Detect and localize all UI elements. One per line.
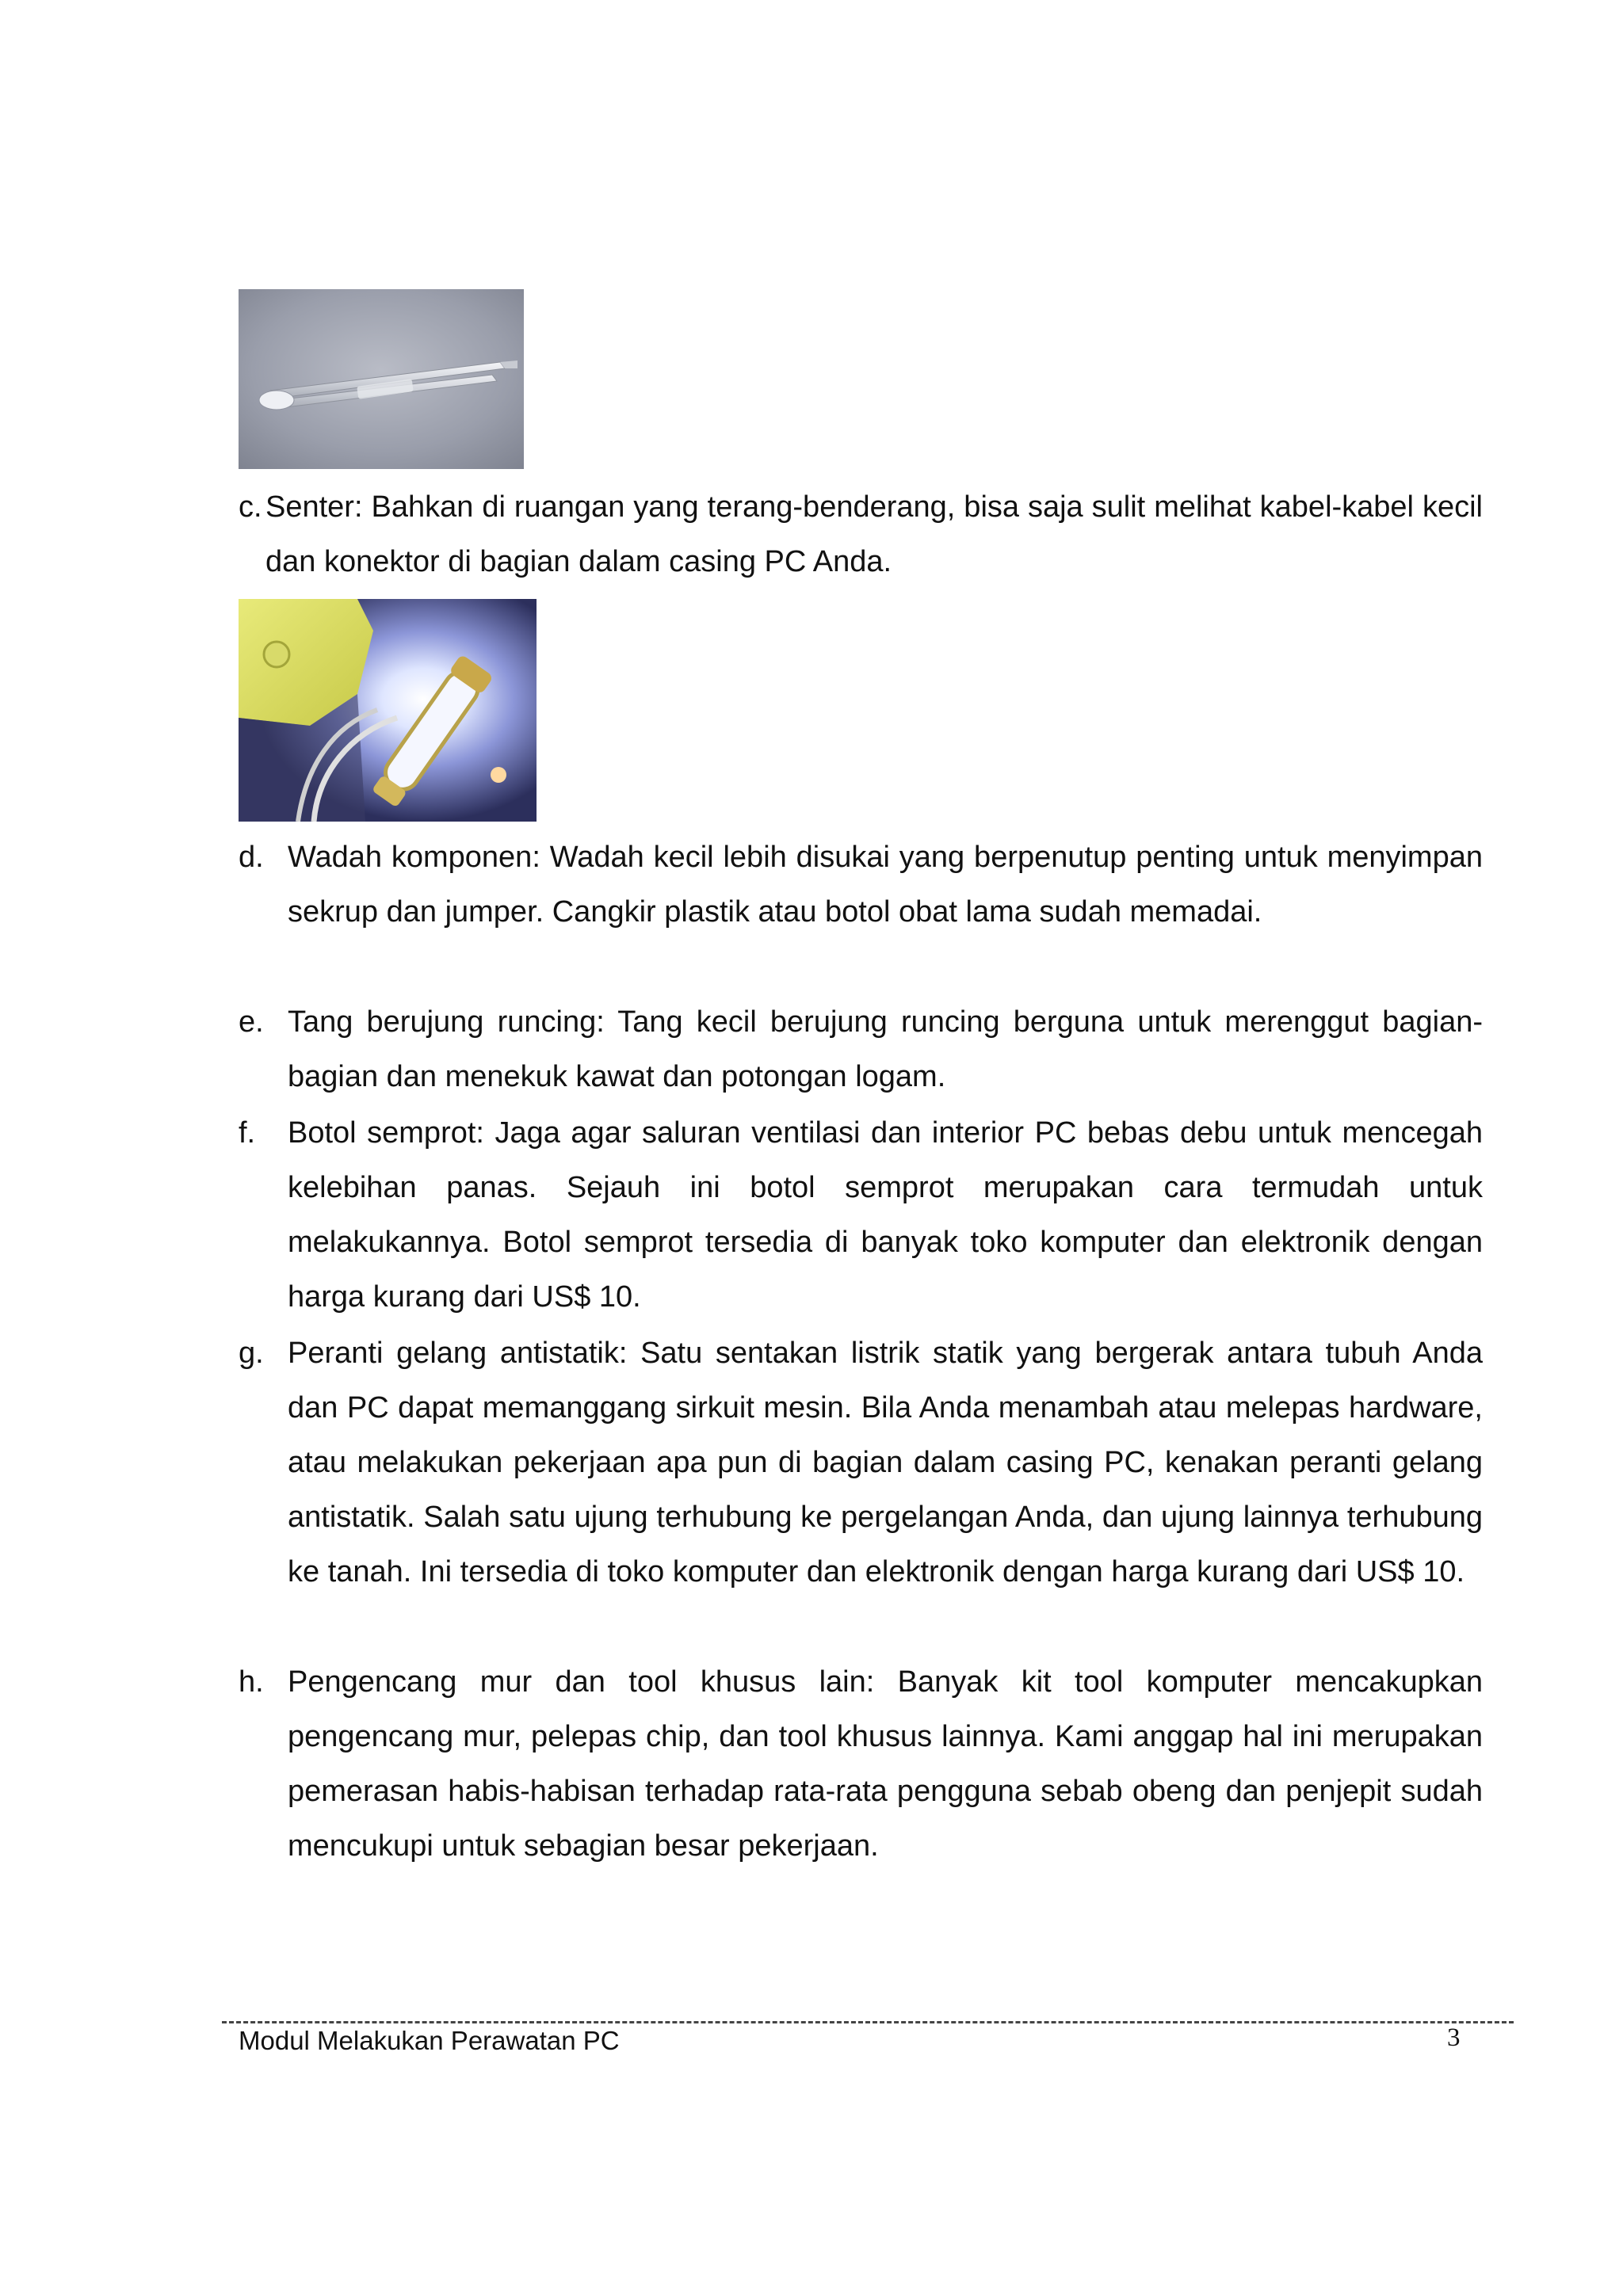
- list-item-e: [239, 995, 1483, 1104]
- list-item-text: Peranti gelang antistatik: Satu sentakan listrik statik yang bergerak antara tubuh Anda dan PC dapat memanggang sirkuit mesin. Bila Anda menambah atau melepas hardware, atau melakukan pekerjaan apa pun di bagian dalam casing PC, kenakan peranti gelang antistatik. Salah satu ujung terhubung ke pergelangan Anda, dan ujung lainnya terhubung ke tanah. Ini tersedia di toko komputer dan elektronik dengan harga kurang dari US$ 10.: [288, 1337, 1483, 1589]
- list-marker: d.: [239, 841, 264, 874]
- list-marker: e.: [239, 1005, 264, 1039]
- list-item-text: Tang berujung runcing: Tang kecil berujung runcing berguna untuk merenggut bagian-bagian dan menekuk kawat dan potongan logam.: [288, 1005, 1483, 1093]
- footer-title: Modul Melakukan Perawatan PC: [239, 2026, 620, 2055]
- list-item-f: [239, 1106, 1483, 1325]
- list-item-text: Pengencang mur dan tool khusus lain: Banyak kit tool komputer mencakupkan pengencang mur, pelepas chip, dan tool khusus lainnya. Kami anggap hal ini merupakan pemerasan habis-habisan terhadap rata-rata pengguna sebab obeng dan penjepit sudah mencukupi untuk sebagian besar pekerjaan.: [288, 1665, 1483, 1863]
- footer-divider: [222, 2021, 1514, 2023]
- tweezers-photo: [239, 289, 524, 469]
- list-item-g: [239, 1326, 1483, 1600]
- flashlight-illustration: [239, 599, 537, 822]
- list-marker: h.: [239, 1665, 264, 1699]
- page-number: 3: [1447, 2023, 1461, 2052]
- list-item-text: Wadah komponen: Wadah kecil lebih disukai yang berpenutup penting untuk menyimpan sekrup dan jumper. Cangkir plastik atau botol obat lama sudah memadai.: [288, 841, 1483, 929]
- list-item-h: [239, 1655, 1483, 1874]
- list-item-text: Senter: Bahkan di ruangan yang terang-benderang, bisa saja sulit melihat kabel-kabel kecil dan konektor di bagian dalam casing PC Anda.: [265, 490, 1483, 578]
- list-marker: c.: [239, 490, 262, 524]
- list-item-text: Botol semprot: Jaga agar saluran ventilasi dan interior PC bebas debu untuk mencegah kelebihan panas. Sejauh ini botol semprot merupakan cara termudah untuk melakukannya. Botol semprot tersedia di banyak toko komputer dan elektronik dengan harga kurang dari US$ 10.: [288, 1116, 1483, 1314]
- flashlight-photo: [239, 599, 537, 822]
- list-item-d: [239, 830, 1483, 940]
- list-marker: g.: [239, 1337, 264, 1370]
- tweezers-illustration: [239, 289, 524, 469]
- list-marker: f.: [239, 1116, 256, 1150]
- list-item-c: [239, 480, 1483, 589]
